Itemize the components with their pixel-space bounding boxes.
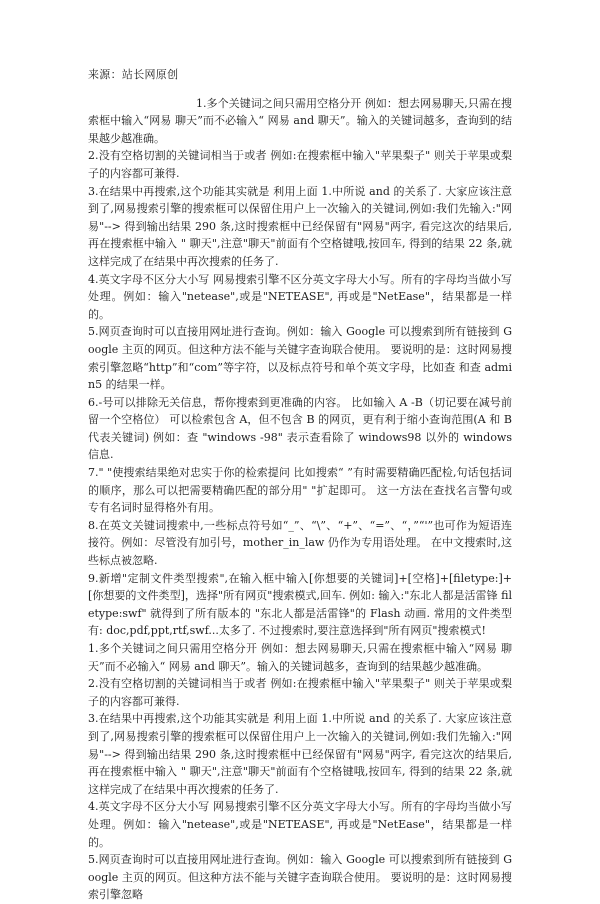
paragraph-8: 8.在英文关键词搜索中,一些标点符号如“_”、“\”、“+”、“=”、“，”“'”也可作为短语连接符。例如：尽管没有加引号，mother_in_law 仍作为专用语处理。 在中文搜索时,这些标点被忽略.	[88, 518, 512, 568]
source-line: 来源：站长网原创	[88, 68, 179, 81]
paragraph-1: 1.多个关键词之间只需用空格分开 例如：想去网易聊天,只需在搜索框中输入“网易 聊天”而不必输入“ 网易 and 聊天”。输入的关键词越多，查询到的结果越少越准确。	[88, 96, 512, 145]
paragraph-10: 1.多个关键词之间只需用空格分开 例如：想去网易聊天,只需在搜索框中输入“网易 聊天”而不必输入“ 网易 and 聊天”。输入的关键词越多，查询到的结果越少越准确。	[88, 642, 512, 673]
paragraph-13: 4.英文字母不区分大小写 网易搜索引擎不区分英文字母大小写。所有的字母均当做小写处理。例如：输入"netease",或是"NETEASE", 再或是"NetEase"，结果都是一样的。	[88, 800, 512, 849]
document-body	[88, 95, 512, 904]
paragraph-11: 2.没有空格切割的关键词相当于或者 例如:在搜索框中输入"苹果梨子" 则关于苹果或梨子的内容都可兼得.	[88, 677, 512, 708]
paragraph-9: 9.新增"定制文件类型搜索",在输入框中输入[你想要的关键词]+[空格]+[filetype:]+[你想要的文件类型]，选择"所有网页"搜索模式,回车. 例如: 输入:"东北人都是活雷锋 filetype:swf" 就得到了所有版本的 "东北人都是活雷锋"的 Flash 动画. 常用的文件类型有: doc,pdf,ppt,rtf,swf...太多了. 不过搜索时,要注意选择到"所有网页"搜索模式!	[88, 571, 512, 638]
paragraph-2: 2.没有空格切割的关键词相当于或者 例如:在搜索框中输入"苹果梨子" 则关于苹果或梨子的内容都可兼得.	[88, 149, 512, 180]
paragraph-7: 7." "使搜索结果绝对忠实于你的检索提问 比如搜索“ ”有时需要精确匹配检,句话包括词的顺序，那么可以把需要精确匹配的部分用" "扩起即可。 这一方法在查找名言警句或专有名词时显得格外有用。	[88, 466, 512, 515]
paragraph-6: 6.-号可以排除无关信息，帮你搜索到更准确的内容。 比如输入 A -B（切记要在减号前留一个空格位） 可以检索包含 A，但不包含 B 的网页，更有利于缩小查询范围(A 和 B 代表关键词) 例如：查 "windows -98" 表示查看除了 windows98 以外的 windows 信息.	[88, 395, 512, 462]
paragraph-5: 5.网页查询时可以直接用网址进行查询。例如：输入 Google 可以搜索到所有链接到 Google 主页的网页。但这种方法不能与关键字查询联合使用。 要说明的是：这时网易搜索引擎忽略“http”和“com”等字符，以及标点符号和单个英文字母，比如查 和查 admin5 的结果一样。	[88, 325, 512, 392]
paragraph-3: 3.在结果中再搜索,这个功能其实就是 利用上面 1.中所说 and 的关系了. 大家应该注意到了,网易搜索引擎的搜索框可以保留住用户上一次输入的关键词,例如:我们先输入:"网易"--> 得到输出结果 290 条,这时搜索框中已经保留有"网易"两字, 看完这次的结果后,再在搜索框中输入 " 聊天",注意"聊天"前面有个空格键哦,按回车, 得到的结果 22 条,就这样完成了在结果中再次搜索的任务了.	[88, 184, 512, 268]
paragraph-12: 3.在结果中再搜索,这个功能其实就是 利用上面 1.中所说 and 的关系了. 大家应该注意到了,网易搜索引擎的搜索框可以保留住用户上一次输入的关键词,例如:我们先输入:"网易"--> 得到输出结果 290 条,这时搜索框中已经保留有"网易"两字, 看完这次的结果后,再在搜索框中输入 " 聊天",注意"聊天"前面有个空格键哦,按回车, 得到的结果 22 条,就这样完成了在结果中再次搜索的任务了.	[88, 712, 512, 796]
paragraph-14: 5.网页查询时可以直接用网址进行查询。例如：输入 Google 可以搜索到所有链接到 Google 主页的网页。但这种方法不能与关键字查询联合使用。 要说明的是：这时网易搜索引擎忽略	[88, 853, 512, 902]
paragraph-4: 4.英文字母不区分大小写 网易搜索引擎不区分英文字母大小写。所有的字母均当做小写处理。例如：输入"netease",或是"NETEASE", 再或是"NetEase"，结果都是一样的。	[88, 272, 512, 321]
